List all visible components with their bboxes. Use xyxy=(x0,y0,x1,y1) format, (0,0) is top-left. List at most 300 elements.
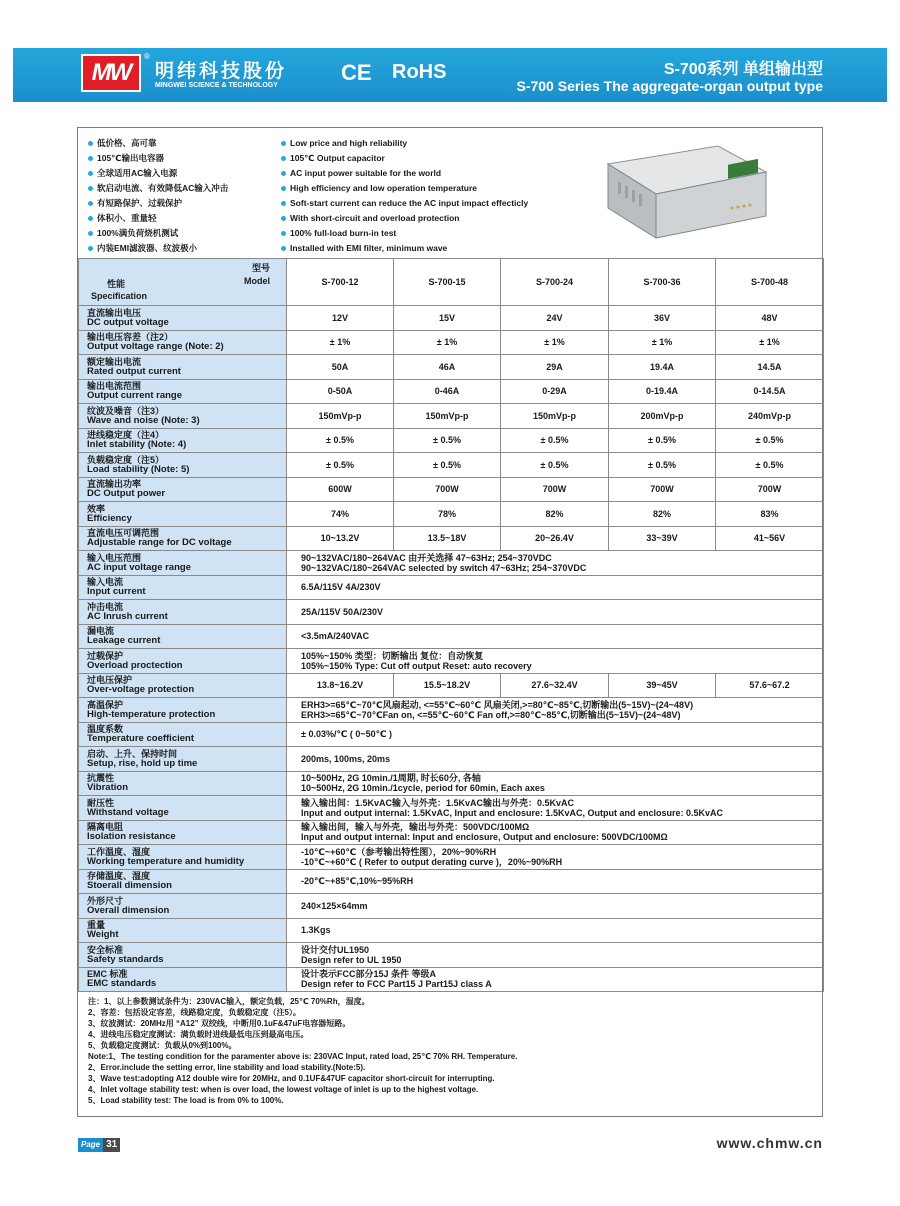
row-label-en: Wave and noise (Note: 3) xyxy=(87,414,200,426)
table-row xyxy=(79,894,824,919)
value-cell: ± 0.5% xyxy=(716,453,824,478)
bullet-icon xyxy=(88,216,93,221)
value-cell: 33~39V xyxy=(609,526,716,551)
header-banner xyxy=(13,48,887,102)
value-cell: 41~56V xyxy=(716,526,824,551)
row-label-cell xyxy=(79,894,287,919)
value-cell: ± 0.5% xyxy=(394,453,501,478)
row-label-cn: 冲击电流 xyxy=(87,601,124,612)
feature-text: 内装EMI滤波器、纹波极小 xyxy=(97,243,198,253)
website-url: www.chmw.cn xyxy=(716,1135,823,1151)
value-cell: 240mVp-p xyxy=(716,404,824,429)
feature-text: 低价格、高可靠 xyxy=(97,138,157,148)
bullet-icon xyxy=(88,231,93,236)
bullet-icon xyxy=(281,231,286,236)
row-label-cn: 直流输出电压 xyxy=(87,307,142,318)
table-row xyxy=(79,918,824,943)
value-cell: 46A xyxy=(394,355,501,380)
feature-text: Soft-start current can reduce the AC input impact effecticly xyxy=(290,198,529,208)
feature-text: 有短路保护、过载保护 xyxy=(97,198,183,208)
value-cell: 50A xyxy=(287,355,394,380)
feature-item-cn xyxy=(88,211,228,226)
row-label-cn: 高温保护 xyxy=(87,699,124,710)
note-line: 注：1、以上参数测试条件为：230VAC输入，额定负载，25℃ 70%Rh，湿度。 xyxy=(88,997,370,1006)
bullet-icon xyxy=(88,246,93,251)
spanning-value-cell xyxy=(287,649,824,674)
row-label-en: AC input voltage range xyxy=(87,561,191,573)
value-line: 1.3Kgs xyxy=(301,925,331,936)
product-image xyxy=(598,142,768,252)
feature-item-cn xyxy=(88,136,228,151)
value-cell: ± 0.5% xyxy=(716,428,824,453)
row-label-en: Weight xyxy=(87,929,119,941)
table-row xyxy=(79,624,824,649)
table-row xyxy=(79,428,824,453)
value-line: 90~132VAC/180~264VAC selected by switch 47~63Hz; 254~370VDC xyxy=(301,562,587,573)
row-label-en: High-temperature protection xyxy=(87,708,216,720)
value-cell: 15.5~18.2V xyxy=(394,673,501,698)
value-cell: 36V xyxy=(609,306,716,331)
row-label-cn: 抗震性 xyxy=(87,773,115,784)
row-label-cn: 直流电压可调范围 xyxy=(87,528,160,539)
feature-text: Low price and high reliability xyxy=(290,138,408,148)
row-label-en: Efficiency xyxy=(87,512,132,524)
row-label-en: Overload proctection xyxy=(87,659,183,671)
value-cell: 150mVp-p xyxy=(501,404,609,429)
features-list-en xyxy=(281,136,528,256)
value-line: Input and output internal: 1.5KvAC, Input and enclosure: 1.5KvAC, Output and enclosure: 0.5KvAC xyxy=(301,807,724,818)
value-cell: ± 1% xyxy=(394,330,501,355)
value-cell: 29A xyxy=(501,355,609,380)
page-label: Page xyxy=(78,1138,103,1152)
row-label-en: DC Output power xyxy=(87,488,166,500)
note-line: Note:1、The testing condition for the paramenter above is: 230VAC Input, rated load, 25℃ 70% RH. Temperature. xyxy=(88,1052,518,1061)
feature-text: 100%满负荷烧机测试 xyxy=(97,228,179,238)
value-cell: 15V xyxy=(394,306,501,331)
spanning-value-cell xyxy=(287,747,824,772)
feature-item-en xyxy=(281,226,528,241)
features-list-cn xyxy=(88,136,228,256)
value-line: -10℃~+60℃（参考输出特性图），20%~90%RH xyxy=(301,846,497,857)
row-label-en: Overall dimension xyxy=(87,904,170,916)
value-line: 6.5A/115V 4A/230V xyxy=(301,582,381,593)
row-label-cell xyxy=(79,502,287,527)
row-label-en: Over-voltage protection xyxy=(87,684,195,696)
feature-text: High efficiency and low operation temperature xyxy=(290,183,478,193)
table-row xyxy=(79,379,824,404)
value-cell: ± 0.5% xyxy=(501,453,609,478)
row-label-en: Input current xyxy=(87,586,146,598)
value-line: 200ms, 100ms, 20ms xyxy=(301,753,391,764)
table-row xyxy=(79,330,824,355)
value-cell: ± 0.5% xyxy=(609,453,716,478)
spanning-value-cell xyxy=(287,698,824,723)
value-cell: 0-19.4A xyxy=(609,379,716,404)
row-label-cell xyxy=(79,404,287,429)
value-cell: 12V xyxy=(287,306,394,331)
table-row xyxy=(79,771,824,796)
table-row xyxy=(79,502,824,527)
value-line: 10~500Hz, 2G 10min./1cycle, period for 60min, Each axes xyxy=(301,783,545,794)
table-row xyxy=(79,796,824,821)
value-line: 设计表示FCC部分15J 条件 等级A xyxy=(301,969,437,980)
value-line: 10~500Hz, 2G 10min./1周期, 时长60分, 各轴 xyxy=(301,773,481,784)
value-line: <3.5mA/240VAC xyxy=(301,631,370,642)
row-label-en: DC output voltage xyxy=(87,316,169,328)
row-label-cn: 输出电流范围 xyxy=(87,381,142,392)
feature-item-cn xyxy=(88,166,228,181)
value-line: 输入输出间，输入与外壳，输出与外壳：500VDC/100MΩ xyxy=(301,822,530,833)
row-label-en: Rated output current xyxy=(87,365,181,377)
value-cell: 0-14.5A xyxy=(716,379,824,404)
value-line: ± 0.03%/℃ ( 0~50℃ ) xyxy=(301,729,393,740)
bullet-icon xyxy=(88,156,93,161)
table-row xyxy=(79,453,824,478)
feature-item-cn xyxy=(88,151,228,166)
table-row xyxy=(79,306,824,331)
brand-name-en: MINGWEI SCIENCE & TECHNOLOGY xyxy=(155,82,278,89)
row-label-cn: 过载保护 xyxy=(87,650,124,661)
note-line: 3、纹波测试：20MHz用 “A12” 双绞线，中断用0.1uF&47uF电容器短路。 xyxy=(88,1019,351,1028)
value-cell: ± 0.5% xyxy=(287,428,394,453)
feature-item-en xyxy=(281,196,528,211)
spanning-value-cell xyxy=(287,722,824,747)
model-label-en: Model xyxy=(244,276,270,286)
row-label-cell xyxy=(79,673,287,698)
row-label-en: Withstand voltage xyxy=(87,806,169,818)
row-label-cell xyxy=(79,575,287,600)
feature-item-cn xyxy=(88,196,228,211)
bullet-icon xyxy=(281,156,286,161)
spanning-value-cell xyxy=(287,575,824,600)
logo-text: MW xyxy=(91,59,131,86)
note-line: 5、负载稳定度测试：负载从0%到100%。 xyxy=(88,1041,237,1050)
row-label-cn: 温度系数 xyxy=(87,724,124,735)
spanning-value-cell xyxy=(287,600,824,625)
row-label-cell xyxy=(79,771,287,796)
table-row xyxy=(79,575,824,600)
row-label-en: Adjustable range for DC voltage xyxy=(87,537,232,549)
table-row xyxy=(79,820,824,845)
feature-text: AC input power suitable for the world xyxy=(290,168,442,178)
feature-text: 105℃ Output capacitor xyxy=(290,153,385,163)
value-cell: ± 0.5% xyxy=(394,428,501,453)
row-label-cell xyxy=(79,918,287,943)
value-line: 240×125×64mm xyxy=(301,900,368,911)
row-label-cell xyxy=(79,698,287,723)
feature-item-cn xyxy=(88,241,228,256)
bullet-icon xyxy=(281,216,286,221)
value-line: 设计交付UL1950 xyxy=(301,944,370,955)
note-line: 2、容差：包括设定容差，线路稳定度，负载稳定度（注5）。 xyxy=(88,1008,301,1017)
value-cell: 24V xyxy=(501,306,609,331)
row-label-cn: 安全标准 xyxy=(87,944,124,955)
bullet-icon xyxy=(88,201,93,206)
row-label-en: Working temperature and humidity xyxy=(87,855,245,867)
note-line: 3、Wave test:adopting A12 double wire for 20MHz, and 0.1UF&47UF capacitor short-circuit for interrupting. xyxy=(88,1074,495,1083)
table-row xyxy=(79,673,824,698)
value-cell: 700W xyxy=(716,477,824,502)
value-line: Design refer to UL 1950 xyxy=(301,954,402,965)
row-label-cn: 工作温度、湿度 xyxy=(87,846,151,857)
model-header-cell: S-700-12 xyxy=(287,259,394,306)
table-row xyxy=(79,722,824,747)
value-line: 25A/115V 50A/230V xyxy=(301,606,384,617)
table-row xyxy=(79,698,824,723)
value-cell: 39~45V xyxy=(609,673,716,698)
value-cell: 74% xyxy=(287,502,394,527)
row-label-cell xyxy=(79,624,287,649)
spanning-value-cell xyxy=(287,869,824,894)
value-cell: 19.4A xyxy=(609,355,716,380)
model-header-cell: S-700-36 xyxy=(609,259,716,306)
value-cell: ± 1% xyxy=(716,330,824,355)
row-label-en: Safety standards xyxy=(87,953,164,965)
series-title-en: S-700 Series The aggregate-organ output type xyxy=(516,78,823,94)
row-label-cn: 重量 xyxy=(87,920,106,931)
feature-text: With short-circuit and overload protection xyxy=(290,213,460,223)
feature-item-en xyxy=(281,211,528,226)
note-line: 4、Inlet voltage stability test: when is over load, the lowest voltage of inlet is up to the highest voltage. xyxy=(88,1085,479,1094)
value-cell: ± 0.5% xyxy=(609,428,716,453)
bullet-icon xyxy=(281,246,286,251)
row-label-cell xyxy=(79,820,287,845)
value-cell: 200mVp-p xyxy=(609,404,716,429)
feature-text: 体积小、重量轻 xyxy=(97,213,157,223)
row-label-cn: 启动、上升、保持时间 xyxy=(87,748,178,759)
feature-text: 100% full-load burn-in test xyxy=(290,228,397,238)
value-line: Design refer to FCC Part15 J Part15J class A xyxy=(301,979,492,990)
note-line: 4、进线电压稳定度测试：满负载时进线最低电压到最高电压。 xyxy=(88,1030,309,1039)
spanning-value-cell xyxy=(287,796,824,821)
model-header-cell: S-700-24 xyxy=(501,259,609,306)
table-row xyxy=(79,649,824,674)
feature-item-en xyxy=(281,166,528,181)
spec-table-body xyxy=(79,259,824,992)
feature-item-cn xyxy=(88,226,228,241)
model-header-cell: S-700-15 xyxy=(394,259,501,306)
row-label-cell xyxy=(79,722,287,747)
feature-item-cn xyxy=(88,181,228,196)
value-cell: ± 1% xyxy=(609,330,716,355)
bullet-icon xyxy=(281,141,286,146)
value-cell: 700W xyxy=(609,477,716,502)
spec-label-cn: 性能 xyxy=(107,279,126,289)
row-label-cn: 存储温度、湿度 xyxy=(87,871,151,882)
row-label-en: Leakage current xyxy=(87,635,161,647)
row-label-en: Output current range xyxy=(87,390,183,402)
table-row xyxy=(79,551,824,576)
row-label-cell xyxy=(79,943,287,968)
rohs-mark: RoHS xyxy=(392,61,447,83)
table-row xyxy=(79,404,824,429)
row-label-cell xyxy=(79,869,287,894)
bullet-icon xyxy=(281,201,286,206)
value-cell: 13.5~18V xyxy=(394,526,501,551)
value-cell: 0-46A xyxy=(394,379,501,404)
bullet-icon xyxy=(281,171,286,176)
value-cell: 27.6~32.4V xyxy=(501,673,609,698)
row-label-cell xyxy=(79,747,287,772)
page-number: 31 xyxy=(103,1138,120,1152)
row-label-cell xyxy=(79,551,287,576)
note-line: 5、Load stability test: The load is from 0% to 100%. xyxy=(88,1096,284,1105)
value-cell: 48V xyxy=(716,306,824,331)
spanning-value-cell xyxy=(287,943,824,968)
value-cell: 57.6~67.2 xyxy=(716,673,824,698)
row-label-en: EMC standards xyxy=(87,978,157,990)
value-cell: 20~26.4V xyxy=(501,526,609,551)
spanning-value-cell xyxy=(287,771,824,796)
model-label-cn: 型号 xyxy=(251,263,270,273)
feature-item-en xyxy=(281,181,528,196)
row-label-cn: 隔离电阻 xyxy=(87,822,124,833)
feature-item-en xyxy=(281,136,528,151)
spanning-value-cell xyxy=(287,551,824,576)
series-title-cn: S-700系列 单组输出型 xyxy=(663,61,823,78)
note-line: 2、Error.include the setting error, line stability and load stability.(Note:5). xyxy=(88,1063,366,1072)
value-cell: 0-29A xyxy=(501,379,609,404)
row-label-cell xyxy=(79,845,287,870)
spec-label-en: Specification xyxy=(91,291,148,301)
value-cell: 10~13.2V xyxy=(287,526,394,551)
table-row xyxy=(79,355,824,380)
feature-item-en xyxy=(281,241,528,256)
row-label-en: Vibration xyxy=(87,782,128,794)
row-label-en: Output voltage range (Note: 2) xyxy=(87,341,224,353)
row-label-en: Isolation resistance xyxy=(87,831,176,843)
value-cell: 0-50A xyxy=(287,379,394,404)
value-line: 输入输出间：1.5KvAC输入与外壳：1.5KvAC输出与外壳：0.5KvAC xyxy=(301,797,575,808)
value-line: Input and output internal: Input and enclosure, Output and enclosure: 500VDC/100MΩ xyxy=(301,832,668,843)
feature-text: Installed with EMI filter, minimum wave xyxy=(290,243,448,253)
feature-text: 全球适用AC输入电源 xyxy=(97,168,178,178)
bullet-icon xyxy=(88,171,93,176)
spanning-value-cell xyxy=(287,894,824,919)
row-label-cn: 直流输出功率 xyxy=(87,479,142,490)
value-cell: 13.8~16.2V xyxy=(287,673,394,698)
value-cell: 600W xyxy=(287,477,394,502)
row-label-en: Temperature coefficient xyxy=(87,733,194,745)
row-label-cn: 外形尺寸 xyxy=(87,895,124,906)
row-label-cn: 输出电压容差（注2） xyxy=(87,332,174,343)
row-label-en: Inlet stability (Note: 4) xyxy=(87,439,187,451)
spec-table xyxy=(78,258,824,992)
value-line: ERH3>=65℃~70℃风扇起动, <=55℃~60℃ 风扇关闭,>=80℃~85℃,切断输出(5~15V)~(24~48V) xyxy=(301,699,694,710)
row-label-en: Load stability (Note: 5) xyxy=(87,463,190,475)
table-row xyxy=(79,845,824,870)
row-label-en: Setup, rise, hold up time xyxy=(87,757,198,769)
ce-mark: CE xyxy=(341,60,372,85)
row-label-cn: 漏电流 xyxy=(87,626,115,637)
value-cell: ± 1% xyxy=(287,330,394,355)
value-cell: 78% xyxy=(394,502,501,527)
value-line: 105%~150% Type: Cut off output Reset: auto recovery xyxy=(301,660,532,671)
value-cell: 82% xyxy=(501,502,609,527)
value-cell: ± 1% xyxy=(501,330,609,355)
row-label-cell xyxy=(79,330,287,355)
spanning-value-cell xyxy=(287,845,824,870)
value-line: 105%~150% 类型：切断输出 复位：自动恢复 xyxy=(301,650,484,661)
table-row xyxy=(79,747,824,772)
row-label-cell xyxy=(79,967,287,992)
spec-panel xyxy=(77,127,823,1117)
feature-item-en xyxy=(281,151,528,166)
spanning-value-cell xyxy=(287,967,824,992)
row-label-cn: 输入电流 xyxy=(87,577,124,588)
notes-section xyxy=(88,996,517,1106)
page-tag xyxy=(78,1138,120,1152)
header-label-cell xyxy=(79,259,287,306)
company-logo xyxy=(81,54,141,92)
row-label-cn: 纹波及噪音（注3） xyxy=(87,405,165,416)
table-header-row xyxy=(79,259,824,306)
bullet-icon xyxy=(281,186,286,191)
row-label-cell xyxy=(79,379,287,404)
row-label-cn: 效率 xyxy=(87,503,106,514)
row-label-en: AC Inrush current xyxy=(87,610,168,622)
row-label-cell xyxy=(79,796,287,821)
table-row xyxy=(79,600,824,625)
row-label-cell xyxy=(79,453,287,478)
row-label-en: Stoerall dimension xyxy=(87,880,172,892)
value-cell: ± 0.5% xyxy=(287,453,394,478)
table-row xyxy=(79,869,824,894)
row-label-cn: 进线稳定度（注4） xyxy=(87,430,165,441)
row-label-cell xyxy=(79,355,287,380)
row-label-cell xyxy=(79,600,287,625)
row-label-cell xyxy=(79,649,287,674)
spanning-value-cell xyxy=(287,918,824,943)
feature-text: 105℃输出电容器 xyxy=(97,153,164,163)
bullet-icon xyxy=(88,186,93,191)
row-label-cn: 过电压保护 xyxy=(87,675,133,686)
value-line: -20℃~+85℃,10%~95%RH xyxy=(301,876,414,887)
table-row xyxy=(79,943,824,968)
row-label-cell xyxy=(79,526,287,551)
model-header-cell: S-700-48 xyxy=(716,259,824,306)
value-cell: 14.5A xyxy=(716,355,824,380)
row-label-cell xyxy=(79,477,287,502)
value-line: ERH3>=65℃~70℃Fan on, <=55℃~60℃ Fan off,>=80℃~85℃,切断输出(5~15V)~(24~48V) xyxy=(301,709,681,720)
value-line: -10℃~+60℃ ( Refer to output derating curve )，20%~90%RH xyxy=(301,856,563,867)
value-cell: ± 0.5% xyxy=(501,428,609,453)
value-cell: 700W xyxy=(394,477,501,502)
row-label-cell xyxy=(79,428,287,453)
table-row xyxy=(79,526,824,551)
value-cell: 150mVp-p xyxy=(287,404,394,429)
features-section xyxy=(78,128,822,258)
registered-mark: ® xyxy=(144,52,150,61)
table-row xyxy=(79,477,824,502)
value-cell: 700W xyxy=(501,477,609,502)
row-label-cn: 耐压性 xyxy=(87,797,115,808)
row-label-cn: 额定输出电流 xyxy=(87,356,142,367)
feature-text: 软启动电流、有效降低AC输入冲击 xyxy=(97,183,229,193)
value-line: 90~132VAC/180~264VAC 由开关选择 47~63Hz; 254~370VDC xyxy=(301,552,552,563)
spanning-value-cell xyxy=(287,820,824,845)
table-row xyxy=(79,967,824,992)
value-cell: 83% xyxy=(716,502,824,527)
row-label-cell xyxy=(79,306,287,331)
bullet-icon xyxy=(88,141,93,146)
row-label-cn: 输入电压范围 xyxy=(87,552,142,563)
row-label-cn: EMC 标准 xyxy=(87,969,128,980)
row-label-cn: 负载稳定度（注5） xyxy=(87,454,165,465)
value-cell: 150mVp-p xyxy=(394,404,501,429)
brand-name-cn: 明纬科技股份 xyxy=(155,61,288,82)
spanning-value-cell xyxy=(287,624,824,649)
